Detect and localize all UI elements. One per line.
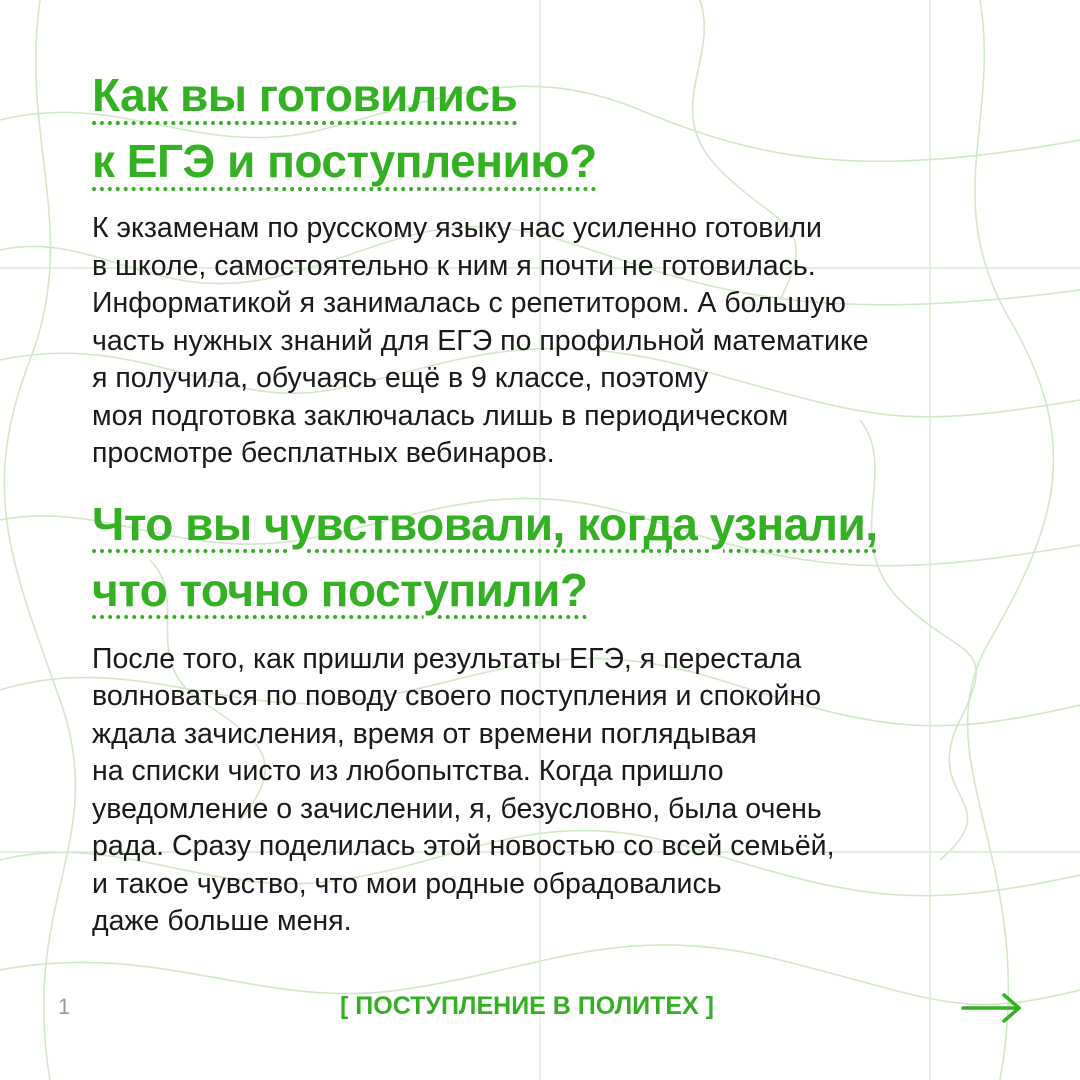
section-paragraph-preparation	[92, 210, 1022, 473]
footer-brand-label: [ ПОСТУПЛЕНИЕ В ПОЛИТЕХ ]	[340, 992, 714, 1020]
paragraph-line: волноваться по поводу своего поступления и спокойно	[92, 680, 822, 712]
section-heading-preparation	[92, 62, 1022, 194]
section-heading-feelings	[92, 491, 1022, 623]
section-paragraph-feelings	[92, 641, 1022, 941]
paragraph-line: рада. Сразу поделилась этой новостью со всей семьёй,	[92, 830, 835, 862]
paragraph-line: и такое чувство, что мои родные обрадовались	[92, 867, 722, 900]
arrow-right-icon[interactable]	[960, 990, 1024, 1026]
paragraph-line: я получила, обучаясь ещё в 9 классе, поэтому	[92, 362, 709, 394]
paragraph-line: Информатикой я занималась с репетитором. А большую	[92, 287, 846, 319]
paragraph-line: После того, как пришли результаты ЕГЭ, я перестала	[92, 642, 802, 675]
page-number: 1	[58, 994, 71, 1019]
paragraph-line: уведомление о зачислении, я, безусловно, была очень	[92, 792, 822, 825]
paragraph-line: ждала зачисления, время от времени поглядывая	[92, 717, 757, 750]
paragraph-line: в школе, самостоятельно к ним я почти не готовилась.	[92, 249, 816, 282]
paragraph-line: К экзаменам по русскому языку нас усиленно готовили	[92, 212, 822, 244]
heading-line: что точно поступили?	[92, 563, 588, 616]
heading-line: Что вы чувствовали, когда узнали,	[92, 497, 878, 550]
paragraph-line: на списки чисто из любопытства. Когда пришло	[92, 755, 724, 787]
paragraph-line: просмотре бесплатных вебинаров.	[92, 437, 555, 469]
main-content	[92, 62, 1022, 941]
paragraph-line: даже больше меня.	[92, 905, 352, 937]
heading-line: к ЕГЭ и поступлению?	[92, 135, 597, 187]
paragraph-line: моя подготовка заключалась лишь в периодическом	[92, 399, 789, 432]
heading-line: Как вы готовились	[92, 69, 518, 121]
paragraph-line: часть нужных знаний для ЕГЭ по профильной математике	[92, 324, 869, 357]
